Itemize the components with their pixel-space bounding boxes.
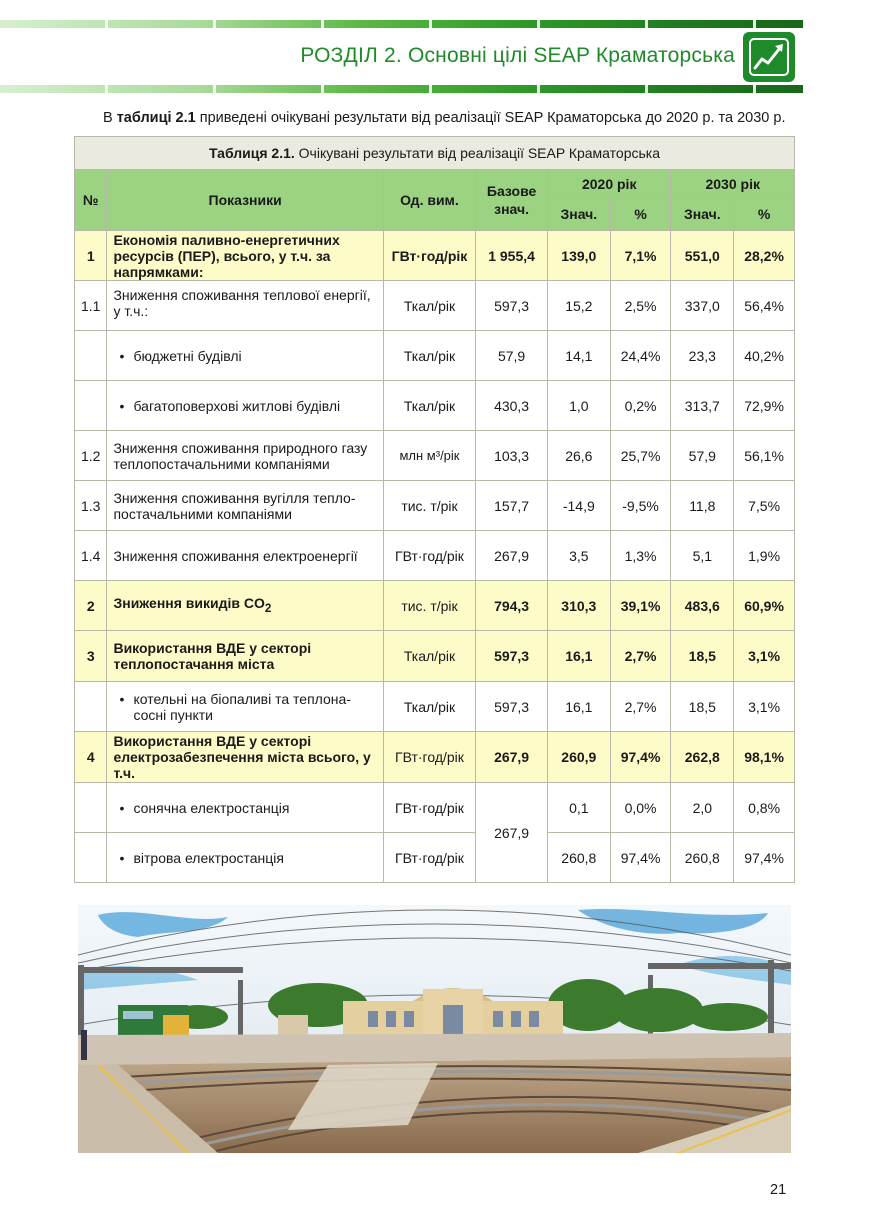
row-indicator: Зниження споживання природного газу теплопостачальними компаніями: [107, 431, 383, 481]
row-2020-percent: 97,4%: [610, 732, 671, 783]
row-2020-value: 16,1: [547, 631, 610, 682]
row-2020-percent: 0,0%: [610, 783, 671, 833]
intro-table-ref: таблиці 2.1: [116, 110, 196, 126]
row-2020-value: 1,0: [547, 381, 610, 431]
table-row: [75, 581, 795, 631]
row-indicator: Використання ВДЕ у секторі електрозабезпечення міста всього, у т.ч.: [107, 732, 383, 783]
row-2020-percent: 25,7%: [610, 431, 671, 481]
row-2030-percent: 3,1%: [734, 682, 795, 732]
page-number: 21: [770, 1182, 787, 1198]
row-base-value: 267,9: [476, 783, 548, 883]
row-indicator: Зниження споживання вугілля тепло-постачальними компаніями: [107, 481, 383, 531]
section-title: РОЗДІЛ 2. Основні цілі SEAP Краматорська: [300, 44, 735, 67]
row-unit: ГВт·год/рік: [383, 732, 475, 783]
row-2020-value: 139,0: [547, 231, 610, 281]
row-2030-percent: 56,1%: [734, 431, 795, 481]
bullet-icon: •: [119, 690, 125, 707]
row-indicator: Зниження викидів $CO_2$: [107, 581, 383, 631]
row-base-value: 794,3: [476, 581, 548, 631]
row-2030-percent: 60,9%: [734, 581, 795, 631]
col-header-2020: 2020 рік: [547, 170, 670, 198]
row-base-value: 597,3: [476, 682, 548, 732]
row-base-value: 597,3: [476, 281, 548, 331]
row-indicator: Зниження споживання теплової енергії, у т.ч.:: [107, 281, 383, 331]
row-base-value: 267,9: [476, 531, 548, 581]
row-base-value: 597,3: [476, 631, 548, 682]
row-2030-value: 262,8: [671, 732, 734, 783]
bullet-icon: •: [119, 849, 125, 866]
row-2020-value: 16,1: [547, 682, 610, 732]
row-indicator: Зниження споживання електроенергії: [107, 531, 383, 581]
row-2030-percent: 72,9%: [734, 381, 795, 431]
row-2020-value: 3,5: [547, 531, 610, 581]
col-header-2030-percent: %: [734, 198, 795, 231]
row-2030-percent: 3,1%: [734, 631, 795, 682]
row-2020-value: -14,9: [547, 481, 610, 531]
row-2030-percent: 56,4%: [734, 281, 795, 331]
row-unit: ГВт·год/рік: [383, 783, 475, 833]
col-header-2020-value: Знач.: [547, 198, 610, 231]
row-2020-value: 260,9: [547, 732, 610, 783]
col-header-unit: Од. вим.: [383, 170, 475, 231]
row-2020-value: 0,1: [547, 783, 610, 833]
row-base-value: 57,9: [476, 331, 548, 381]
row-number: 1.1: [75, 281, 107, 331]
table-row: [75, 281, 795, 331]
row-number: [75, 682, 107, 732]
row-indicator: • сонячна електростанція: [107, 783, 383, 833]
row-indicator: Економія паливно-енергетичних ресурсів (ПЕР), всього, у т.ч. за напрямками:: [107, 231, 383, 281]
row-number: 1.2: [75, 431, 107, 481]
col-header-indicator: Показники: [107, 170, 383, 231]
bullet-icon: •: [119, 397, 125, 414]
row-number: 1.4: [75, 531, 107, 581]
row-unit: Ткал/рік: [383, 381, 475, 431]
row-indicator: • вітрова електростанція: [107, 833, 383, 883]
row-2030-value: 337,0: [671, 281, 734, 331]
row-unit: тис. т/рік: [383, 481, 475, 531]
row-2020-value: 260,8: [547, 833, 610, 883]
row-2030-value: 483,6: [671, 581, 734, 631]
row-base-value: 157,7: [476, 481, 548, 531]
row-2020-percent: 2,7%: [610, 682, 671, 732]
trend-up-chart-icon: [743, 32, 795, 82]
row-2030-value: 57,9: [671, 431, 734, 481]
row-2020-value: 310,3: [547, 581, 610, 631]
row-2020-percent: 2,5%: [610, 281, 671, 331]
row-unit: тис. т/рік: [383, 581, 475, 631]
row-base-value: 103,3: [476, 431, 548, 481]
table-row: [75, 531, 795, 581]
table-row: [75, 481, 795, 531]
row-unit: Ткал/рік: [383, 682, 475, 732]
row-2020-percent: -9,5%: [610, 481, 671, 531]
col-header-2030-value: Знач.: [671, 198, 734, 231]
subscript: 2: [264, 601, 272, 615]
row-indicator: • котельні на біопаливі та теплона-сосні пункти: [107, 682, 383, 732]
row-2020-percent: 2,7%: [610, 631, 671, 682]
row-2030-percent: 0,8%: [734, 783, 795, 833]
row-number: [75, 833, 107, 883]
row-2020-percent: 0,2%: [610, 381, 671, 431]
col-header-2030: 2030 рік: [671, 170, 795, 198]
row-2030-percent: 1,9%: [734, 531, 795, 581]
table-row: [75, 331, 795, 381]
table-row: [75, 381, 795, 431]
row-2020-percent: 24,4%: [610, 331, 671, 381]
bullet-icon: •: [119, 799, 125, 816]
row-base-value: 1 955,4: [476, 231, 548, 281]
row-number: [75, 381, 107, 431]
row-2030-value: 551,0: [671, 231, 734, 281]
railway-station-photo: [78, 905, 791, 1153]
row-2030-percent: 40,2%: [734, 331, 795, 381]
table-row: [75, 682, 795, 732]
row-unit: ГВт·год/рік: [383, 833, 475, 883]
row-2020-percent: 1,3%: [610, 531, 671, 581]
row-2030-value: 313,7: [671, 381, 734, 431]
table-caption: Таблиця 2.1. Очікувані результати від реалізації SEAP Краматорська: [75, 137, 795, 170]
table-row: [75, 732, 795, 783]
header-stripe-top: [0, 20, 803, 28]
table-row: [75, 783, 795, 833]
row-2030-value: 11,8: [671, 481, 734, 531]
row-unit: Ткал/рік: [383, 631, 475, 682]
row-unit: Ткал/рік: [383, 331, 475, 381]
bullet-icon: •: [119, 347, 125, 364]
header-stripe-bottom: [0, 85, 803, 93]
row-2030-value: 23,3: [671, 331, 734, 381]
table-row: [75, 431, 795, 481]
row-2030-value: 5,1: [671, 531, 734, 581]
row-2030-percent: 98,1%: [734, 732, 795, 783]
row-base-value: 430,3: [476, 381, 548, 431]
row-2030-percent: 7,5%: [734, 481, 795, 531]
row-2030-value: 18,5: [671, 682, 734, 732]
row-unit: Ткал/рік: [383, 281, 475, 331]
row-unit: ГВт·год/рік: [383, 531, 475, 581]
row-number: [75, 331, 107, 381]
row-2020-percent: 7,1%: [610, 231, 671, 281]
row-base-value: 267,9: [476, 732, 548, 783]
table-row: [75, 833, 795, 883]
row-2030-value: 18,5: [671, 631, 734, 682]
row-2030-value: 260,8: [671, 833, 734, 883]
row-indicator: • багатоповерхові житлові будівлі: [107, 381, 383, 431]
col-header-num: №: [75, 170, 107, 231]
row-unit: млн м³/рік: [383, 431, 475, 481]
col-header-2020-percent: %: [610, 198, 671, 231]
results-table: [74, 136, 795, 883]
table-row: [75, 631, 795, 682]
intro-text: В таблиці 2.1 приведені очікувані результати від реалізації SEAP Краматорська до 2020 р. та 2030 р.: [103, 110, 786, 126]
row-2020-percent: 39,1%: [610, 581, 671, 631]
col-header-base: Базове знач.: [476, 170, 548, 231]
row-indicator: • бюджетні будівлі: [107, 331, 383, 381]
row-2020-value: 15,2: [547, 281, 610, 331]
row-2020-value: 14,1: [547, 331, 610, 381]
row-2030-percent: 28,2%: [734, 231, 795, 281]
row-number: 4: [75, 732, 107, 783]
table-row: [75, 231, 795, 281]
row-unit: ГВт·год/рік: [383, 231, 475, 281]
row-2030-percent: 97,4%: [734, 833, 795, 883]
row-2020-value: 26,6: [547, 431, 610, 481]
row-2020-percent: 97,4%: [610, 833, 671, 883]
row-indicator: Використання ВДЕ у секторі теплопостачання міста: [107, 631, 383, 682]
row-number: 1: [75, 231, 107, 281]
row-2030-value: 2,0: [671, 783, 734, 833]
row-number: 3: [75, 631, 107, 682]
row-number: 2: [75, 581, 107, 631]
row-number: [75, 783, 107, 833]
row-number: 1.3: [75, 481, 107, 531]
